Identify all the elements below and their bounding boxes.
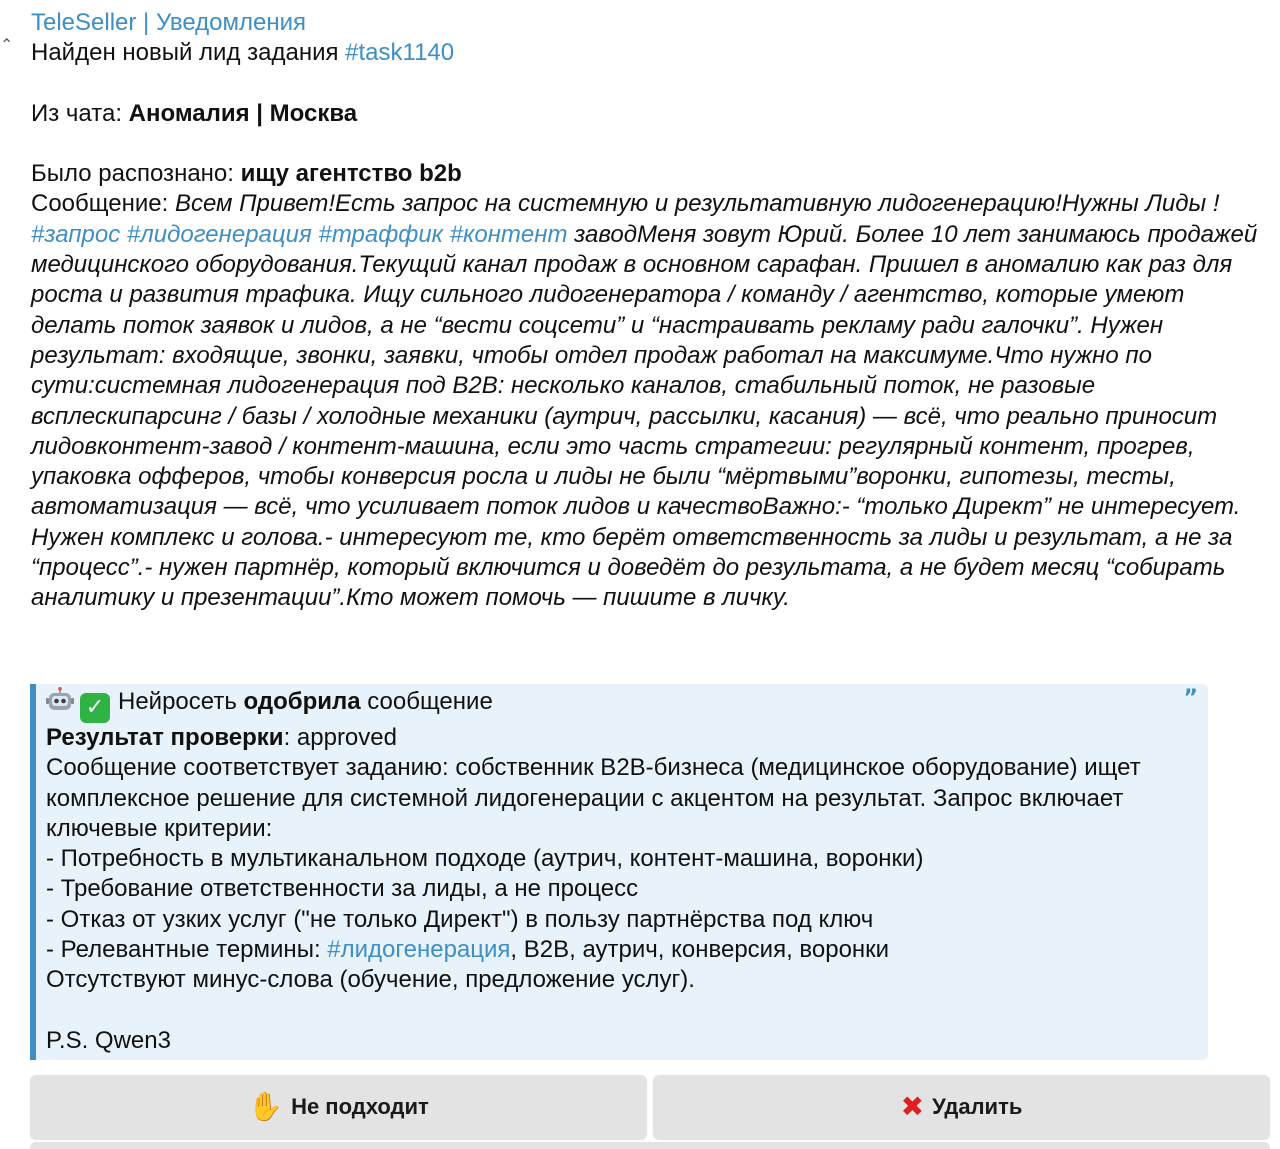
criterion-item: - Отказ от узких услуг ("не только Директ") в пользу партнёрства под ключ bbox=[46, 905, 874, 933]
chat-label: Из чата: bbox=[31, 99, 129, 127]
lead-found-text: Найден новый лид задания bbox=[31, 39, 346, 66]
check-mark-icon: ✓ bbox=[80, 693, 110, 723]
recognized-line bbox=[31, 159, 1276, 189]
spacer bbox=[46, 996, 1198, 1026]
headline-approved: одобрила bbox=[243, 688, 361, 715]
notification-message bbox=[31, 8, 1276, 614]
next-button-row-edge[interactable] bbox=[30, 1142, 1270, 1149]
robot-icon bbox=[46, 687, 74, 713]
not-suitable-label: Не подходит bbox=[291, 1094, 429, 1119]
minus-words-note: Отсутствуют минус-слова (обучение, предложение услуг). bbox=[46, 966, 695, 994]
not-suitable-button[interactable] bbox=[30, 1075, 647, 1139]
result-label: Результат проверки bbox=[46, 724, 284, 751]
criterion-item: - Требование ответственности за лиды, а не процесс bbox=[46, 875, 639, 903]
review-summary: Сообщение соответствует заданию: собственник B2B-бизнеса (медицинское оборудование) ищет комплексное решение для системной лидогенерации с акцентом на результат. Запрос включает ключевые критерии: bbox=[46, 754, 1141, 842]
sender-name[interactable]: TeleSeller | Уведомления bbox=[31, 9, 307, 36]
task-hashtag-link[interactable]: #task1140 bbox=[345, 39, 455, 66]
spacer bbox=[31, 68, 1276, 98]
message-intro: Всем Привет!Есть запрос на системную и результативную лидогенерацию!Нужны Лиды ! bbox=[174, 190, 1220, 218]
message-label: Сообщение: bbox=[31, 190, 175, 218]
message-text bbox=[31, 189, 1276, 613]
hashtag-link[interactable]: #контент bbox=[449, 220, 568, 248]
hashtag-link[interactable]: #траффик bbox=[318, 220, 444, 248]
delete-button[interactable] bbox=[653, 1075, 1270, 1139]
spacer bbox=[31, 129, 1276, 159]
chat-name: Аномалия | Москва bbox=[128, 99, 358, 127]
recognized-value: ищу агентство b2b bbox=[240, 160, 462, 188]
edge-arrow-icon: ⌃ bbox=[0, 37, 14, 54]
hashtag-link[interactable]: #лидогенерация bbox=[126, 220, 312, 248]
hashtag-link[interactable]: #лидогенерация bbox=[327, 936, 511, 964]
hashtag-link[interactable]: #запрос bbox=[31, 220, 121, 248]
review-result-line bbox=[46, 723, 1198, 753]
headline-suffix: сообщение bbox=[360, 688, 493, 715]
chat-source-line bbox=[31, 99, 1276, 129]
recognized-label: Было распознано: bbox=[31, 160, 241, 188]
result-value: : approved bbox=[283, 724, 397, 751]
waving-hand-icon: ✋ bbox=[248, 1090, 284, 1123]
ps-signature: P.S. Qwen3 bbox=[46, 1026, 171, 1054]
message-body: заводМеня зовут Юрий. Более 10 лет занимаюсь продажей медицинского оборудования.Текущий канал продаж в основном сарафан. Пришел в аномалию как раз для роста и развития трафика. Ищу сильного лидогенератора / команду / агентство, которые умеют делать поток заявок и лидов, а не “вести соцсети” и “настраивать рекламу ради галочки”. Нужен результат: входящие, звонки, заявки, чтобы отдел продаж работал на максимуме.Что нужно по сути:системная лидогенерация под B2B: несколько каналов, стабильный поток, не разовые всплескипарсинг / базы / холодные механики (аутрич, рассылки, касания) — всё, что реально приносит лидовконтент-завод / контент-машина, если это часть стратегии: регулярный контент, прогрев, упаковка офферов, чтобы конверсия росла и лиды не были “мёртвыми”воронки, гипотезы, тесты, автоматизация — всё, что усиливает поток лидов и качествоВажно:- “только Директ” не интересует. Нужен комплекс и голова.- интересуют те, кто берёт ответственность за лиды и результат, а не за “процесс”.- нужен партнёр, который включится и доведёт до результата, а не будет месяц “собирать аналитику и презентации”.Кто может помочь — пишите в личку. bbox=[31, 220, 1258, 612]
review-headline bbox=[46, 687, 1198, 723]
delete-label: Удалить bbox=[932, 1094, 1023, 1119]
criterion-item bbox=[46, 935, 1198, 965]
cross-mark-icon: ✖ bbox=[900, 1090, 925, 1123]
criterion-item: - Потребность в мультиканальном подходе (аутрич, контент-машина, воронки) bbox=[46, 845, 924, 873]
criterion-prefix: - Релевантные термины: bbox=[46, 936, 328, 964]
quote-icon: ” bbox=[1183, 686, 1198, 711]
criterion-suffix: , B2B, аутрич, конверсия, воронки bbox=[510, 936, 890, 964]
ai-review-quote bbox=[30, 684, 1208, 1060]
lead-found-line bbox=[31, 38, 1276, 68]
headline-prefix: Нейросеть bbox=[118, 688, 244, 715]
